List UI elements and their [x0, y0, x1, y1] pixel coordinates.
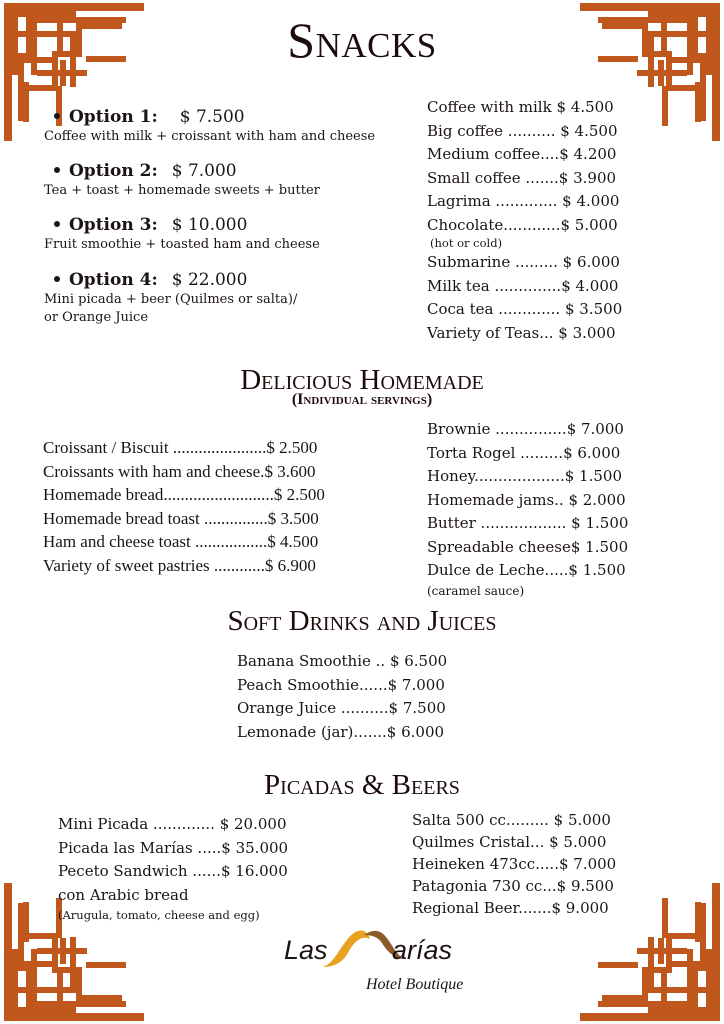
ornament-bar: [648, 11, 712, 17]
ornament-bar: [637, 70, 687, 76]
ornament-bar: [12, 57, 52, 63]
menu-item: [427, 96, 647, 120]
item-price: $ 9.500: [556, 877, 614, 895]
ornament-bar: [712, 3, 720, 141]
ornament-bar: [642, 17, 648, 53]
item-name: Heineken 473cc.....: [412, 855, 559, 873]
menu-item: [427, 536, 657, 560]
item-name: Torta Rogel .........: [427, 443, 564, 462]
item-price: $ 7.000: [558, 855, 617, 873]
ornament-bar: [4, 883, 12, 1021]
item-name: Homemade jams..: [427, 490, 569, 509]
menu-item: [237, 697, 497, 721]
ornament-bar: [12, 11, 18, 75]
ornament-bar: [642, 971, 648, 1007]
ornament-bar: [687, 11, 693, 75]
item-name: Big coffee ..........: [427, 121, 561, 140]
item-price: $ 7.000: [387, 675, 445, 694]
ornament-bar: [648, 937, 654, 987]
option-price: $ 7.500: [179, 107, 245, 127]
menu-item: [427, 465, 657, 489]
section-title-picadas: Picadas & Beers: [264, 769, 460, 801]
section-title-soft-drinks: Soft Drinks and Juices: [227, 605, 497, 637]
ornament-bar: [695, 902, 701, 942]
item-note: (caramel sauce): [427, 583, 525, 598]
item-price: $ 4.200: [559, 145, 617, 163]
ornament-bar: [37, 948, 87, 954]
ornament-bar: [598, 962, 638, 968]
item-name: Orange Juice ..........: [237, 699, 389, 717]
ornament-bar: [12, 11, 76, 17]
option-price: $ 7.000: [171, 161, 237, 181]
item-price: $ 5.000: [553, 811, 611, 829]
bullet-icon: [54, 276, 60, 282]
item-name: Patagonia 730 cc...: [412, 877, 557, 895]
menu-item: [427, 418, 657, 442]
logo-tagline: Hotel Boutique: [366, 976, 464, 993]
ornament-bar: [37, 70, 87, 76]
item-price: $ 16.000: [220, 862, 288, 880]
menu-item: [412, 809, 662, 831]
item-name: Salta 500 cc.........: [412, 811, 554, 829]
item-price: $ 7.000: [566, 420, 624, 438]
option-description: Tea + toast + homemade sweets + butter: [44, 183, 320, 198]
item-name: Medium coffee....: [427, 145, 560, 163]
item-name: Dulce de Leche.....: [427, 561, 569, 579]
item-name: Lemonade (jar).......: [237, 722, 387, 741]
ornament-bar: [602, 23, 642, 29]
ornament-bar: [57, 11, 63, 51]
option-price: $ 10.000: [171, 215, 248, 235]
item-name: Regional Beer.......: [412, 899, 552, 917]
item-name: Mini Picada .............: [58, 815, 220, 833]
ornament-bar: [82, 23, 122, 29]
item-price: $ 1.500: [564, 467, 622, 485]
item-name: Coca tea .............: [427, 300, 565, 318]
item-name: Ham and cheese toast .................: [43, 532, 268, 551]
item-price: $ 3.500: [267, 508, 319, 528]
item-price: $ 9.000: [551, 899, 609, 917]
menu-item: [427, 214, 647, 238]
item-price: $ 3.600: [264, 461, 316, 481]
item-price: $ 20.000: [219, 815, 287, 833]
ornament-bar: [672, 961, 712, 967]
ornament-bar: [661, 973, 667, 1013]
ornament-bar: [661, 11, 667, 51]
item-name: Butter ..................: [427, 514, 572, 532]
menu-item: [427, 559, 657, 583]
item-price: $ 2.500: [273, 485, 325, 504]
section-title-homemade: Delicious Homemade: [240, 364, 484, 396]
bullet-icon: [54, 167, 60, 173]
item-name: Submarine .........: [427, 253, 563, 271]
menu-item: [412, 875, 662, 897]
ornament-bar: [687, 949, 693, 1013]
snack-option: [44, 269, 424, 327]
menu-item: [58, 884, 348, 908]
ornament-bar: [12, 949, 18, 1013]
snack-option: [44, 214, 424, 254]
menu-item: [43, 436, 403, 460]
item-note: (Arugula, tomato, cheese and egg): [58, 908, 260, 922]
item-price: $ 6.900: [264, 555, 316, 575]
item-price: $ 2.000: [568, 490, 626, 509]
ornament-bar: [31, 11, 37, 75]
option-description: Coffee with milk + croissant with ham and cheese: [44, 129, 376, 144]
menu-item: [43, 530, 403, 554]
item-price: $ 6.500: [389, 652, 448, 670]
menu-item: [427, 442, 657, 466]
ornament-bar: [70, 937, 76, 987]
item-price: $ 3.900: [558, 168, 617, 187]
menu-item: [427, 489, 657, 513]
item-price: $ 4.500: [560, 121, 618, 140]
item-name: Chocolate............: [427, 215, 561, 234]
ornament-bar: [52, 51, 58, 87]
ornament-bar: [666, 51, 672, 87]
item-name: con Arabic bread: [58, 885, 189, 904]
menu-item: [412, 853, 662, 875]
ornament-bar: [12, 987, 76, 993]
menu-item: [427, 120, 647, 144]
item-name: Coffee with milk: [427, 98, 557, 116]
menu-item: [427, 143, 647, 167]
item-price: $ 6.000: [562, 253, 620, 271]
logo-name-left: Las: [284, 935, 328, 965]
option-label: Option 2:: [69, 161, 158, 181]
ornament-bar: [31, 949, 37, 1013]
item-name: Variety of sweet pastries ............: [43, 555, 265, 575]
item-name: Homemade bread toast ...............: [43, 508, 268, 528]
ornament-bar: [76, 17, 82, 53]
menu-item: [427, 322, 647, 346]
option-label: Option 4:: [69, 270, 158, 290]
ornament-bar: [637, 948, 687, 954]
ornament-bar: [648, 987, 712, 993]
ornament-bar: [86, 56, 126, 62]
item-price: $ 4.500: [556, 98, 614, 116]
section-title-snacks: Snacks: [287, 12, 437, 68]
ornament-bar: [648, 1007, 712, 1013]
ornament-bar: [82, 995, 122, 1001]
snack-option: [44, 106, 424, 146]
item-name: Variety of Teas...: [427, 323, 559, 342]
picadas-list-left: [58, 813, 348, 923]
menu-item: [43, 483, 403, 507]
item-price: $ 5.000: [549, 833, 607, 851]
ornament-bar: [70, 37, 76, 87]
item-price: $ 35.000: [221, 838, 289, 857]
ornament-bar: [712, 883, 720, 1021]
item-name: Spreadable cheese: [427, 537, 571, 556]
ornament-bar: [4, 3, 144, 11]
item-name: Lagrima .............: [427, 192, 563, 210]
ornament-bar: [52, 937, 58, 973]
menu-item: [427, 190, 647, 214]
item-price: $ 2.500: [266, 438, 318, 457]
item-price: $ 4.000: [561, 276, 619, 295]
menu-item: [427, 298, 647, 322]
hotel-logo: [278, 925, 478, 997]
ornament-bar: [23, 82, 29, 122]
picadas-list-right: [412, 809, 662, 919]
logo-name-right: arías: [392, 935, 453, 965]
menu-item: [58, 837, 348, 861]
menu-item: [412, 897, 662, 919]
menu-item: [43, 507, 403, 531]
item-price: $ 1.500: [568, 561, 626, 579]
item-price: $ 6.000: [563, 443, 621, 462]
item-name: Croissants with ham and cheese.: [43, 461, 265, 481]
section-subtitle-homemade: (Individual servings): [291, 391, 433, 408]
ornament-bar: [648, 31, 712, 37]
snack-drinks-list: [427, 96, 647, 345]
item-name: Milk tea ..............: [427, 276, 562, 295]
soft-drinks-list: [237, 650, 497, 744]
menu-item: [58, 813, 348, 837]
bullet-icon: [54, 113, 60, 119]
menu-item: [43, 554, 403, 578]
ornament-bar: [672, 57, 712, 63]
item-name: Banana Smoothie ..: [237, 652, 390, 670]
menu-item: [427, 167, 647, 191]
item-name: Homemade bread..........................: [43, 485, 274, 504]
item-name: Honey...................: [427, 467, 565, 485]
ornament-bar: [598, 56, 638, 62]
option-description: Fruit smoothie + toasted ham and cheese: [44, 237, 320, 252]
menu-item: [237, 674, 497, 698]
item-name: Croissant / Biscuit ......................: [43, 438, 267, 457]
option-description: or Orange Juice: [44, 310, 149, 325]
item-note: (hot or cold): [430, 236, 503, 250]
ornament-bar: [86, 962, 126, 968]
ornament-bar: [662, 898, 668, 938]
menu-item: [58, 860, 348, 884]
menu-item: [43, 460, 403, 484]
item-price: $ 7.500: [388, 699, 446, 717]
ornament-bar: [706, 11, 712, 75]
option-label: Option 3:: [69, 215, 158, 235]
ornament-bar: [580, 1013, 720, 1021]
ornament-bar: [662, 86, 668, 126]
menu-item: [427, 251, 647, 275]
menu-item: [427, 275, 647, 299]
menu-item: [237, 721, 497, 745]
item-price: $ 5.000: [560, 215, 618, 234]
homemade-list-right: [427, 418, 657, 599]
ornament-bar: [666, 937, 672, 973]
ornament-bar: [706, 949, 712, 1013]
bullet-icon: [54, 221, 60, 227]
snack-option: [44, 160, 424, 200]
ornament-bar: [4, 1013, 144, 1021]
item-name: Quilmes Cristal...: [412, 833, 550, 851]
item-name: Peach Smoothie......: [237, 675, 388, 694]
menu-item: [427, 512, 657, 536]
option-label: Option 1:: [69, 107, 158, 127]
menu-item: [412, 831, 662, 853]
ornament-bar: [12, 961, 52, 967]
option-price: $ 22.000: [171, 270, 248, 290]
item-price: $ 1.500: [571, 514, 629, 532]
ornament-bar: [695, 82, 701, 122]
item-name: Picada las Marías .....: [58, 838, 222, 857]
ornament-bar: [57, 973, 63, 1013]
item-price: $ 1.500: [570, 537, 629, 556]
ornament-bar: [76, 971, 82, 1007]
ornament-bar: [580, 3, 720, 11]
las-marias-logo-icon: [278, 925, 478, 997]
ornament-bar: [648, 37, 654, 87]
item-name: Small coffee .......: [427, 168, 559, 187]
item-price: $ 3.000: [558, 323, 616, 342]
ornament-bar: [602, 995, 642, 1001]
item-price: $ 3.500: [565, 300, 623, 318]
item-price: $ 6.000: [386, 722, 445, 741]
ornament-bar: [12, 31, 76, 37]
ornament-bar: [23, 902, 29, 942]
option-description: Mini picada + beer (Quilmes or salta)/: [44, 292, 298, 307]
ornament-bar: [12, 1007, 76, 1013]
homemade-list-left: [43, 436, 403, 577]
item-price: $ 4.500: [267, 532, 319, 551]
item-price: $ 4.000: [562, 192, 620, 210]
menu-item: [237, 650, 497, 674]
item-name: Brownie ...............: [427, 420, 567, 438]
ornament-bar: [4, 3, 12, 141]
item-name: Peceto Sandwich ......: [58, 862, 221, 880]
